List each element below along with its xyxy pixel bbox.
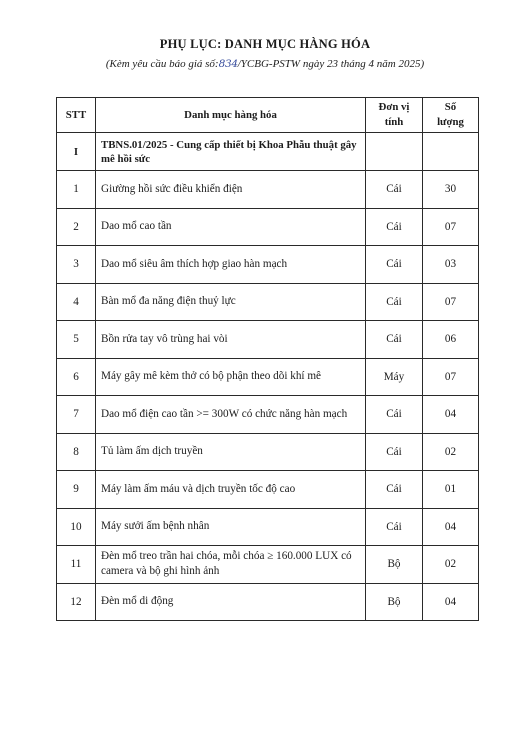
row-name: Máy làm ấm máu và dịch truyền tốc độ cao <box>96 471 366 509</box>
subtitle-suffix: /YCBG-PSTW ngày 23 tháng 4 năm 2025) <box>237 58 425 70</box>
row-stt: 1 <box>57 171 96 209</box>
row-unit: Cái <box>366 433 423 471</box>
row-stt: 3 <box>57 246 96 284</box>
table-row <box>57 283 479 321</box>
row-name: Đèn mổ di động <box>96 583 366 621</box>
row-stt: 2 <box>57 208 96 246</box>
header-qty-line1: Số <box>444 101 457 113</box>
row-qty: 07 <box>423 358 479 396</box>
row-stt: 5 <box>57 321 96 359</box>
row-stt: 11 <box>57 546 96 584</box>
row-stt: 6 <box>57 358 96 396</box>
row-qty: 04 <box>423 508 479 546</box>
request-number: 834 <box>218 58 238 70</box>
row-stt: 8 <box>57 433 96 471</box>
table-row <box>57 583 479 621</box>
row-stt: 10 <box>57 508 96 546</box>
row-name: Máy sưởi ấm bệnh nhân <box>96 508 366 546</box>
row-stt: 4 <box>57 283 96 321</box>
table-row <box>57 246 479 284</box>
table-row <box>57 546 479 584</box>
row-qty: 02 <box>423 546 479 584</box>
section-qty-empty <box>423 133 479 171</box>
row-qty: 06 <box>423 321 479 359</box>
row-unit: Cái <box>366 208 423 246</box>
table-row <box>57 208 479 246</box>
subtitle-prefix: (Kèm yêu cầu báo giá số: <box>105 58 219 70</box>
row-qty: 30 <box>423 171 479 209</box>
section-unit-empty <box>366 133 423 171</box>
row-stt: 9 <box>57 471 96 509</box>
row-unit: Bộ <box>366 583 423 621</box>
row-unit: Cái <box>366 321 423 359</box>
row-unit: Cái <box>366 396 423 434</box>
table-row <box>57 171 479 209</box>
row-qty: 01 <box>423 471 479 509</box>
header-stt: STT <box>57 98 96 133</box>
table-row <box>57 508 479 546</box>
row-qty: 07 <box>423 283 479 321</box>
header-unit <box>366 98 423 133</box>
goods-table <box>56 97 479 621</box>
row-name: Bàn mổ đa năng điện thuỷ lực <box>96 283 366 321</box>
table-row <box>57 471 479 509</box>
row-name: Dao mổ siêu âm thích hợp giao hàn mạch <box>96 246 366 284</box>
row-qty: 03 <box>423 246 479 284</box>
document-title: PHỤ LỤC: DANH MỤC HÀNG HÓA <box>159 37 371 51</box>
row-unit: Cái <box>366 171 423 209</box>
row-stt: 7 <box>57 396 96 434</box>
table-row <box>57 321 479 359</box>
row-unit: Cái <box>366 283 423 321</box>
row-name: Dao mổ cao tần <box>96 208 366 246</box>
row-name: Bồn rửa tay vô trùng hai vòi <box>96 321 366 359</box>
row-name: Giường hồi sức điều khiển điện <box>96 171 366 209</box>
row-name: Dao mổ điện cao tần >= 300W có chức năng hàn mạch <box>96 396 366 434</box>
row-name: Tủ làm ấm dịch truyền <box>96 433 366 471</box>
row-qty: 07 <box>423 208 479 246</box>
header-name: Danh mục hàng hóa <box>96 98 366 133</box>
table-row <box>57 358 479 396</box>
row-stt: 12 <box>57 583 96 621</box>
table-header-row <box>57 98 479 133</box>
header-unit-line2: tính <box>384 116 404 128</box>
section-title: TBNS.01/2025 - Cung cấp thiết bị Khoa Phẫu thuật gây mê hồi sức <box>96 133 366 171</box>
header-qty <box>423 98 479 133</box>
row-name: Máy gây mê kèm thở có bộ phận theo dõi khí mê <box>96 358 366 396</box>
row-qty: 04 <box>423 396 479 434</box>
section-index: I <box>57 133 96 171</box>
row-qty: 02 <box>423 433 479 471</box>
header-unit-line1: Đơn vị <box>378 101 410 113</box>
row-unit: Bộ <box>366 546 423 584</box>
row-unit: Cái <box>366 508 423 546</box>
header-qty-line2: lượng <box>437 116 464 128</box>
table-row <box>57 433 479 471</box>
document-subtitle <box>0 58 530 70</box>
section-row <box>57 133 479 171</box>
row-name: Đèn mổ treo trần hai chóa, mỗi chóa ≥ 160.000 LUX có camera và bộ ghi hình ảnh <box>96 546 366 584</box>
table-row <box>57 396 479 434</box>
row-unit: Máy <box>366 358 423 396</box>
row-unit: Cái <box>366 471 423 509</box>
row-unit: Cái <box>366 246 423 284</box>
row-qty: 04 <box>423 583 479 621</box>
